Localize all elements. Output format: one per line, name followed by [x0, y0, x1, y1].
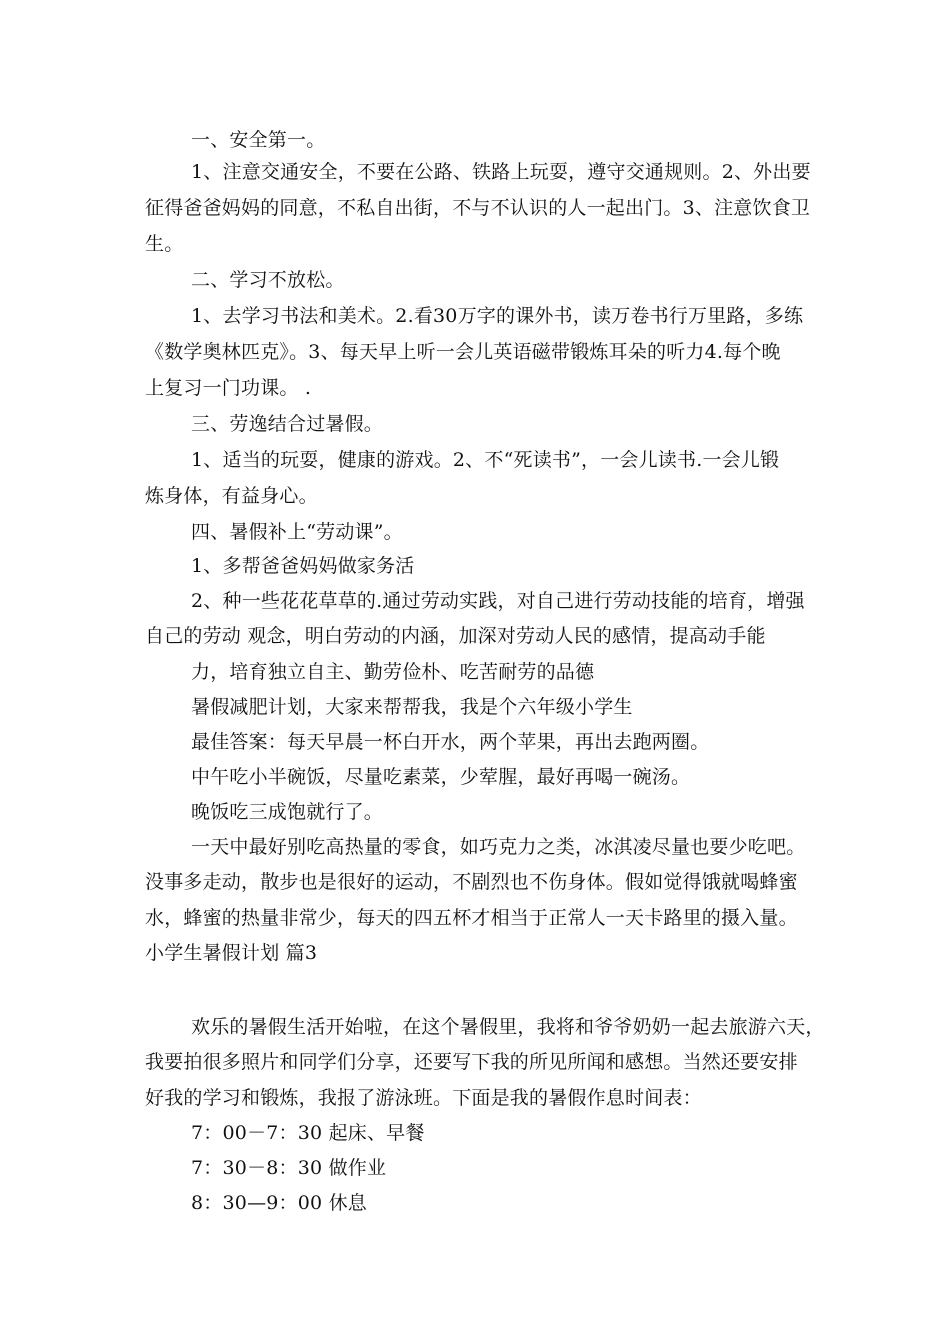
- paragraph-line: 炼身体，有益身心。: [145, 485, 318, 507]
- paragraph-line: 力，培育独立自主、勤劳俭朴、吃苦耐劳的品德: [191, 661, 595, 683]
- paragraph-line: 晚饭吃三成饱就行了。: [191, 801, 384, 823]
- paragraph-line: 1、多帮爸爸妈妈做家务活: [191, 555, 415, 577]
- paragraph-line: 我要拍很多照片和同学们分享，还要写下我的所见所闻和感想。当然还要安排: [145, 1051, 798, 1073]
- paragraph-line: 1、去学习书法和美术。2.看30万字的课外书，读万卷书行万里路，多练: [191, 305, 804, 327]
- section-heading-study: 二、学习不放松。: [191, 269, 345, 291]
- paragraph-line: 上复习一门功课。 .: [145, 377, 312, 399]
- paragraph-line: 一天中最好别吃高热量的零食，如巧克力之类，冰淇凌尽量也要少吃吧。: [191, 836, 806, 858]
- paragraph-line: 1、注意交通安全，不要在公路、铁路上玩耍，遵守交通规则。2、外出要: [191, 161, 811, 183]
- section-title-plan-3: 小学生暑假计划 篇3: [145, 942, 318, 964]
- section-heading-balance: 三、劳逸结合过暑假。: [191, 413, 384, 435]
- paragraph-line: 水，蜂蜜的热量非常少，每天的四五杯才相当于正常人一天卡路里的摄入量。: [145, 907, 798, 929]
- paragraph-line: 1、适当的玩耍，健康的游戏。2、不“死读书”，一会儿读书.一会儿锻: [191, 449, 780, 471]
- paragraph-line: 中午吃小半碗饭，尽量吃素菜，少荤腥，最好再喝一碗汤。: [191, 766, 691, 788]
- paragraph-line: 《数学奥林匹克》。3、每天早上听一会儿英语磁带锻炼耳朵的听力4.每个晚: [145, 341, 781, 363]
- paragraph-line: 最佳答案：每天早晨一杯白开水，两个苹果，再出去跑两圈。: [191, 731, 710, 753]
- paragraph-line: 暑假减肥计划，大家来帮帮我，我是个六年级小学生: [191, 696, 633, 718]
- paragraph-line: 自己的劳动 观念，明白劳动的内涵，加深对劳动人民的感情，提高动手能: [145, 625, 766, 647]
- paragraph-line: 欢乐的暑假生活开始啦，在这个暑假里，我将和爷爷奶奶一起去旅游六天，: [191, 1016, 825, 1038]
- paragraph-line: 生。: [145, 233, 184, 255]
- paragraph-line: 征得爸爸妈妈的同意，不私自出街，不与不认识的人一起出门。3、注意饮食卫: [145, 197, 811, 219]
- paragraph-line: 好我的学习和锻炼，我报了游泳班。下面是我的暑假作息时间表：: [145, 1087, 702, 1109]
- schedule-line: 7：30－8：30 做作业: [191, 1157, 387, 1179]
- section-heading-safety: 一、安全第一。: [191, 129, 326, 151]
- section-heading-labor: 四、暑假补上“劳动课”。: [191, 521, 403, 543]
- paragraph-line: 2、种一些花花草草的.通过劳动实践，对自己进行劳动技能的培育，增强: [191, 590, 805, 612]
- paragraph-line: 没事多走动，散步也是很好的运动，不剧烈也不伤身体。假如觉得饿就喝蜂蜜: [145, 871, 798, 893]
- schedule-line: 7：00－7：30 起床、早餐: [191, 1122, 425, 1144]
- schedule-line: 8：30—9：00 休息: [191, 1192, 367, 1214]
